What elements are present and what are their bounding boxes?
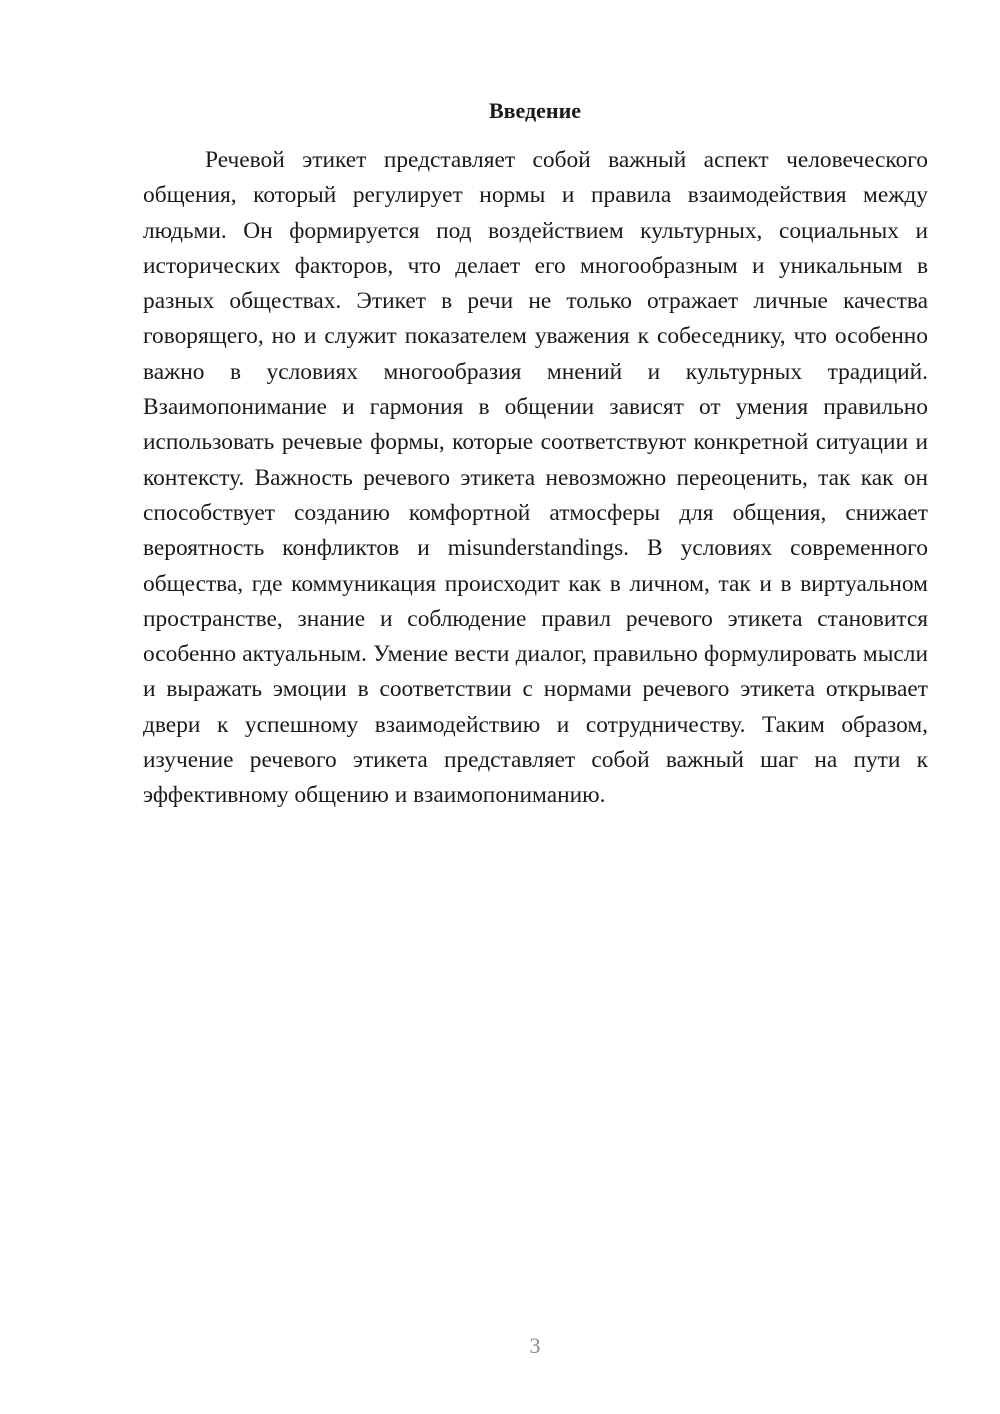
page-number: 3 (529, 1333, 541, 1358)
section-heading: Введение (488, 98, 582, 123)
body-paragraph: Речевой этикет представляет собой важный аспект человеческого общения, который регулирует нормы и правила взаимодействия между людьми. Он формируется под воздействием культурных, социальных и исторических факторов, что делает его многообразным и уникальным в разных обществах. Этикет в речи не только отражает личные качества говорящего, но и служит показателем уважения к собеседнику, что особенно важно в условиях многообразия мнений и культурных традиций. Взаимопонимание и гармония в общении зависят от умения правильно использовать речевые формы, которые соответствуют конкретной ситуации и контексту. Важность речевого этикета невозможно переоценить, так как он способствует созданию комфортной атмосферы для общения, снижает вероятность конфликтов и misunderstandings. В условиях современного общества, где коммуникация происходит как в личном, так и в виртуальном пространстве, знание и соблюдение правил речевого этикета становится особенно актуальным. Умение вести диалог, правильно формулировать мысли и выражать эмоции в соответствии с нормами речевого этикета открывает двери к успешному взаимодействию и сотрудничеству. Таким образом, изучение речевого этикета представляет собой важный шаг на пути к эффективному общению и взаимопониманию. (143, 147, 928, 809)
